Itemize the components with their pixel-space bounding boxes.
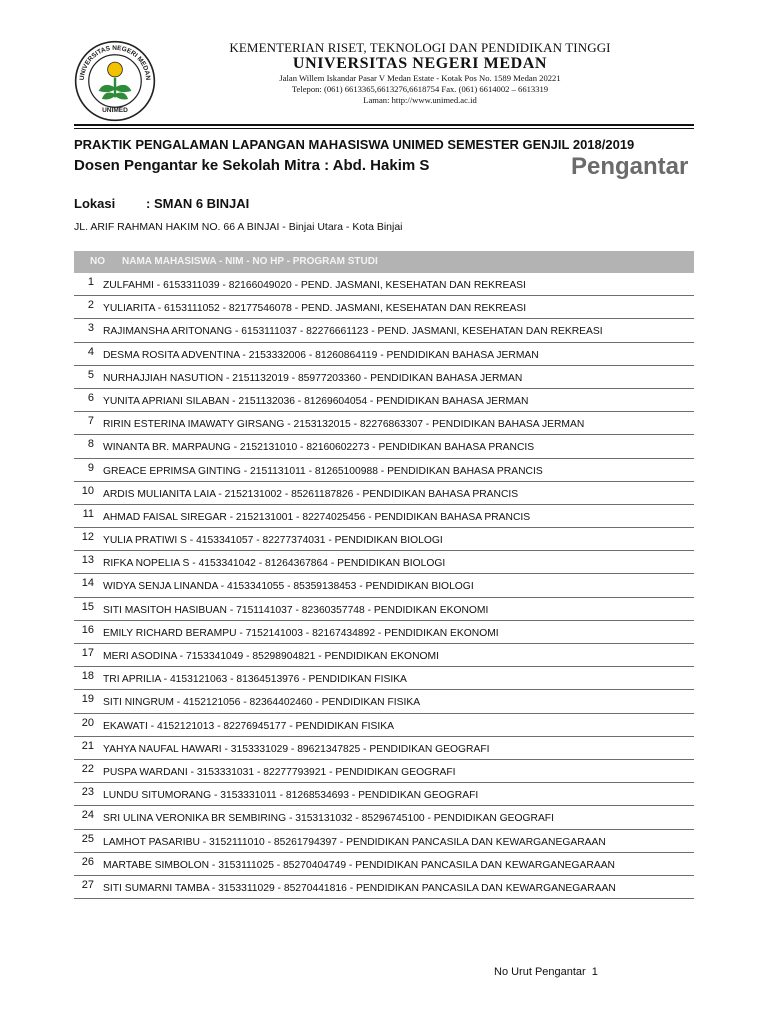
- student-list: [74, 273, 694, 899]
- row-number: 19: [81, 693, 94, 706]
- row-number: 7: [87, 415, 94, 428]
- table-row: [74, 273, 694, 296]
- table-header: [74, 251, 694, 273]
- table-row: [74, 296, 694, 319]
- student-entry: SITI SUMARNI TAMBA - 3153311029 - 85270441816 - PENDIDIKAN PANCASILA DAN KEWARGANEGARAAN: [103, 882, 616, 894]
- table-row: [74, 343, 694, 366]
- document-title: PRAKTIK PENGALAMAN LAPANGAN MAHASISWA UNIMED SEMESTER GENJIL 2018/2019: [74, 137, 635, 152]
- table-row: [74, 319, 694, 342]
- university-phone: Telepon: (061) 6613365,6613276,6618754 Fax. (061) 6614002 – 6613319: [291, 84, 549, 94]
- table-row: [74, 737, 694, 760]
- letterhead: [0, 0, 768, 115]
- row-number: 23: [81, 786, 94, 799]
- footer-order-number: [494, 966, 598, 978]
- table-row: [74, 783, 694, 806]
- student-entry: PUSPA WARDANI - 3153331031 - 82277793921 - PENDIDIKAN GEOGRAFI: [103, 766, 456, 778]
- table-row: [74, 412, 694, 435]
- student-entry: NURHAJJIAH NASUTION - 2151132019 - 85977203360 - PENDIDIKAN BAHASA JERMAN: [103, 372, 523, 384]
- student-entry: YULIA PRATIWI S - 4153341057 - 82277374031 - PENDIDIKAN BIOLOGI: [103, 535, 443, 547]
- table-row: [74, 644, 694, 667]
- row-number: 15: [81, 600, 94, 613]
- student-entry: MARTABE SIMBOLON - 3153111025 - 85270404749 - PENDIDIKAN PANCASILA DAN KEWARGANEGARAAN: [103, 859, 615, 871]
- student-entry: WINANTA BR. MARPAUNG - 2152131010 - 82160602273 - PENDIDIKAN BAHASA PRANCIS: [103, 442, 535, 454]
- row-number: 22: [81, 762, 94, 775]
- row-number: 2: [87, 299, 94, 312]
- row-number: 5: [87, 368, 94, 381]
- row-number: 10: [81, 484, 94, 497]
- supervisor-line: Dosen Pengantar ke Sekolah Mitra : Abd. Hakim S: [74, 157, 430, 174]
- letterhead-divider-thick: [74, 124, 694, 126]
- student-entry: ZULFAHMI - 6153311039 - 82166049020 - PEND. JASMANI, KESEHATAN DAN REKREASI: [103, 280, 526, 291]
- table-row: [74, 435, 694, 458]
- row-number: 11: [82, 507, 94, 520]
- table-row: [74, 760, 694, 783]
- pengantar-stamp: Pengantar: [571, 153, 689, 180]
- table-row: [74, 528, 694, 551]
- row-number: 27: [81, 878, 94, 891]
- table-row: [74, 598, 694, 621]
- table-row: [74, 806, 694, 829]
- student-entry: DESMA ROSITA ADVENTINA - 2153332006 - 81260864119 - PENDIDIKAN BAHASA JERMAN: [103, 349, 539, 361]
- location-value: : SMAN 6 BINJAI: [146, 196, 250, 211]
- row-number: 17: [81, 647, 94, 659]
- row-number: 6: [87, 391, 94, 404]
- student-entry: EKAWATI - 4152121013 - 82276945177 - PENDIDIKAN FISIKA: [103, 720, 394, 732]
- student-entry: RIFKA NOPELIA S - 4153341042 - 81264367864 - PENDIDIKAN BIOLOGI: [103, 558, 446, 570]
- row-number: 1: [87, 276, 94, 288]
- table-row: [74, 389, 694, 412]
- table-row: [74, 667, 694, 690]
- table-row: [74, 366, 694, 389]
- student-entry: SITI NINGRUM - 4152121056 - 82364402460 - PENDIDIKAN FISIKA: [103, 697, 421, 709]
- student-entry: RAJIMANSHA ARITONANG - 6153111037 - 82276661123 - PEND. JASMANI, KESEHATAN DAN REKREASI: [103, 326, 603, 338]
- row-number: 26: [81, 855, 94, 868]
- unimed-logo: [74, 40, 156, 122]
- table-row: [74, 551, 694, 574]
- location-label: Lokasi: [74, 196, 116, 211]
- row-number: 20: [81, 716, 94, 729]
- student-entry: SRI ULINA VERONIKA BR SEMBIRING - 3153131032 - 85296745100 - PENDIDIKAN GEOGRAFI: [103, 813, 554, 825]
- student-entry: MERI ASODINA - 7153341049 - 85298904821 - PENDIDIKAN EKONOMI: [103, 651, 439, 662]
- row-number: 14: [81, 577, 94, 590]
- column-header-name: NAMA MAHASISWA - NIM - NO HP - PROGRAM STUDI: [122, 256, 378, 267]
- student-entry: LUNDU SITUMORANG - 3153331011 - 81268534693 - PENDIDIKAN GEOGRAFI: [103, 790, 479, 802]
- student-entry: RIRIN ESTERINA IMAWATY GIRSANG - 2153132015 - 82276863307 - PENDIDIKAN BAHASA JERMAN: [103, 419, 585, 431]
- student-entry: EMILY RICHARD BERAMPU - 7152141003 - 82167434892 - PENDIDIKAN EKONOMI: [103, 627, 499, 639]
- letterhead-text: [170, 40, 670, 106]
- table-row: [74, 505, 694, 528]
- footer-number: 1: [591, 966, 598, 978]
- student-entry: ARDIS MULIANITA LAIA - 2152131002 - 85261187826 - PENDIDIKAN BAHASA PRANCIS: [103, 488, 519, 500]
- row-number: 12: [81, 531, 94, 544]
- ministry-name: KEMENTERIAN RISET, TEKNOLOGI DAN PENDIDIKAN TINGGI: [229, 40, 611, 55]
- university-name: UNIVERSITAS NEGERI MEDAN: [292, 55, 548, 72]
- row-number: 24: [81, 809, 94, 822]
- school-address: JL. ARIF RAHMAN HAKIM NO. 66 A BINJAI - Binjai Utara - Kota Binjai: [74, 221, 403, 233]
- table-row: [74, 482, 694, 505]
- student-entry: SITI MASITOH HASIBUAN - 7151141037 - 82360357748 - PENDIDIKAN EKONOMI: [103, 604, 489, 616]
- row-number: 18: [81, 670, 94, 683]
- table-row: [74, 830, 694, 853]
- table-row: [74, 574, 694, 597]
- row-number: 9: [87, 461, 94, 474]
- table-row: [74, 690, 694, 713]
- row-number: 13: [81, 554, 94, 567]
- university-website: Laman: http://www.unimed.ac.id: [363, 95, 477, 105]
- row-number: 3: [87, 322, 94, 335]
- student-entry: GREACE EPRIMSA GINTING - 2151131011 - 81265100988 - PENDIDIKAN BAHASA PRANCIS: [103, 465, 543, 477]
- table-row: [74, 459, 694, 482]
- student-entry: YUNITA APRIANI SILABAN - 2151132036 - 81269604054 - PENDIDIKAN BAHASA JERMAN: [103, 395, 529, 407]
- svg-text:UNIVERSITAS NEGERI MEDAN: UNIVERSITAS NEGERI MEDAN: [78, 44, 152, 81]
- table-row: [74, 876, 694, 899]
- letterhead-divider-thin: [74, 128, 694, 129]
- column-header-no: NO: [90, 256, 105, 267]
- table-row: [74, 853, 694, 876]
- student-entry: YULIARITA - 6153111052 - 82177546078 - PEND. JASMANI, KESEHATAN DAN REKREASI: [103, 303, 527, 315]
- footer-label: No Urut Pengantar: [494, 966, 586, 978]
- student-entry: TRI APRILIA - 4153121063 - 81364513976 - PENDIDIKAN FISIKA: [103, 674, 407, 686]
- student-entry: AHMAD FAISAL SIREGAR - 2152131001 - 82274025456 - PENDIDIKAN BAHASA PRANCIS: [103, 511, 531, 523]
- row-number: 16: [81, 623, 94, 636]
- table-row: [74, 621, 694, 644]
- table-row: [74, 714, 694, 737]
- student-entry: WIDYA SENJA LINANDA - 4153341055 - 85359138453 - PENDIDIKAN BIOLOGI: [103, 581, 474, 593]
- student-entry: YAHYA NAUFAL HAWARI - 3153331029 - 89621347825 - PENDIDIKAN GEOGRAFI: [103, 743, 490, 755]
- university-address: Jalan Willem Iskandar Pasar V Medan Estate - Kotak Pos No. 1589 Medan 20221: [279, 73, 561, 83]
- row-number: 4: [87, 345, 94, 358]
- row-number: 8: [87, 438, 94, 451]
- row-number: 25: [81, 832, 94, 845]
- svg-text:UNIMED: UNIMED: [102, 107, 128, 115]
- row-number: 21: [81, 739, 94, 752]
- student-entry: LAMHOT PASARIBU - 3152111010 - 85261794397 - PENDIDIKAN PANCASILA DAN KEWARGANEGARAAN: [103, 836, 606, 848]
